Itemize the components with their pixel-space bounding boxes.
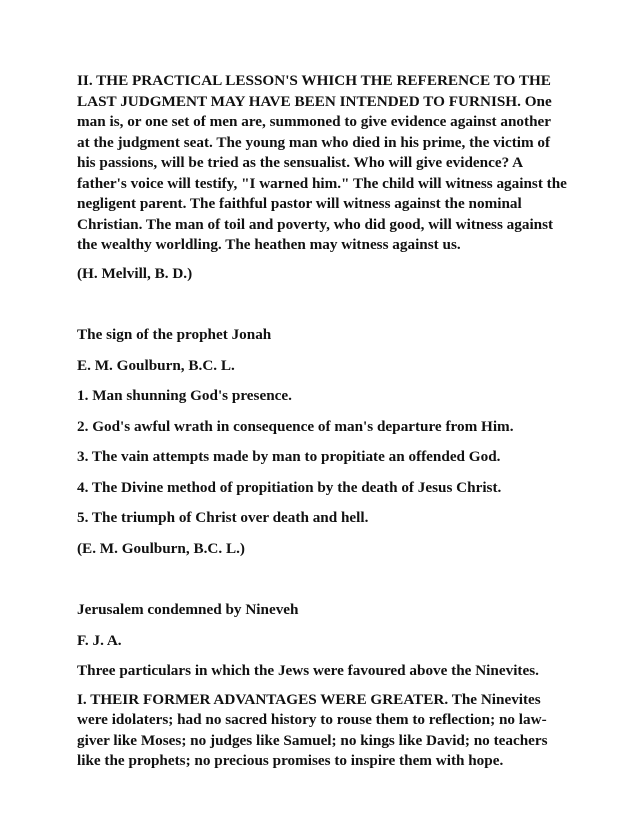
goulburn-citation: (E. M. Goulburn, B.C. L.): [77, 539, 245, 557]
jerusalem-author: F. J. A.: [77, 631, 122, 649]
jonah-point-1: 1. Man shunning God's presence.: [77, 387, 292, 404]
jonah-point-5: 5. The triumph of Christ over death and hell.: [77, 509, 369, 526]
jonah-section-title: The sign of the prophet Jonah: [77, 326, 272, 343]
jonah-point-3: 3. The vain attempts made by man to propitiate an offended God.: [77, 448, 501, 465]
jerusalem-section-title: Jerusalem condemned by Nineveh: [77, 601, 299, 618]
jonah-point-2: 2. God's awful wrath in consequence of man's departure from Him.: [77, 417, 514, 435]
jerusalem-paragraph: I. THEIR FORMER ADVANTAGES WERE GREATER. The Ninevites were idolaters; had no sacred history to rouse them to reflection; no law-giver like Moses; no judges like Samuel; no kings like David; no teachers like the prophets; no precious promises to inspire them with hope.: [77, 690, 548, 769]
jonah-author: E. M. Goulburn, B.C. L.: [77, 356, 235, 374]
jerusalem-intro: Three particulars in which the Jews were favoured above the Ninevites.: [77, 662, 539, 679]
melvill-citation: (H. Melvill, B. D.): [77, 264, 193, 282]
melvill-paragraph: II. THE PRACTICAL LESSON'S WHICH THE REFERENCE TO THE LAST JUDGMENT MAY HAVE BEEN INTENDED TO FURNISH. One man is, or one set of men are, summoned to give evidence against another at the judgment seat. The young man who died in his prime, the victim of his passions, will be tried as the sensualist. Who will give evidence? A father's voice will testify, "I warned him." The child will witness against the negligent parent. The faithful pastor will witness against the nominal Christian. The man of toil and poverty, who did good, will witness against the wealthy worldling. The heathen may witness against us.: [77, 72, 567, 253]
document-page: [77, 71, 567, 772]
jonah-point-4: 4. The Divine method of propitiation by the death of Jesus Christ.: [77, 478, 502, 496]
